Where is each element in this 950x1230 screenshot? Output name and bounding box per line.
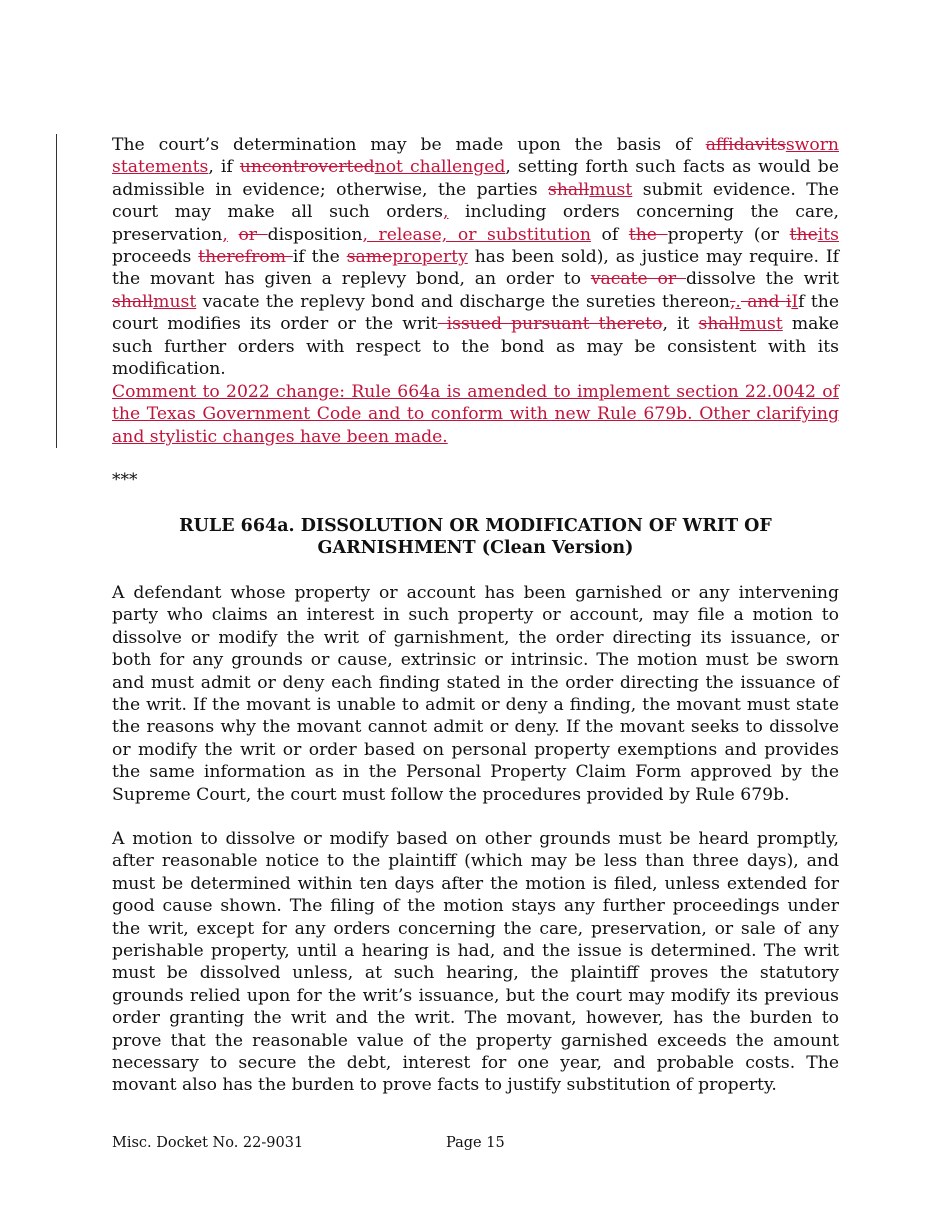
comment-paragraph (112, 381, 839, 448)
inserted-text: . (735, 291, 741, 312)
paragraph-text: of (590, 224, 629, 245)
revision-change-bar (56, 134, 57, 448)
paragraph-text: proceeds (112, 247, 199, 268)
footer-docket-number: Misc. Docket No. 22-9031 (112, 1135, 304, 1151)
paragraph-text: submit evidence. The court may make all such orders (112, 179, 839, 223)
deleted-text: shall (548, 179, 590, 200)
paragraph-text: make such further orders with respect to the bond as may be consistent with its modification. (112, 314, 839, 380)
paragraph-text: f the court modifies its order or the writ (112, 291, 839, 335)
inserted-text: , (443, 202, 449, 223)
inserted-text: must (739, 314, 783, 335)
paragraph-text: disposition (267, 224, 363, 245)
comment-text: Comment to 2022 change: Rule 664a is amended to implement section 22.0042 of the Texas Government Code and to conform with new Rule 679b. Other clarifying and stylistic changes have been made. (112, 382, 839, 447)
inserted-text: must (589, 179, 633, 200)
inserted-text: its (817, 224, 839, 245)
deleted-text: same (346, 247, 393, 268)
paragraph-text: , if (208, 157, 240, 178)
paragraph-text: , setting forth such facts as would be admissible in evidence; otherwise, the parties (112, 157, 839, 200)
inserted-text: , release, or substitution (362, 224, 591, 245)
inserted-text: not challenged (374, 157, 506, 178)
deleted-text: and (740, 291, 786, 312)
deleted-text: therefrom (198, 247, 293, 268)
paragraph-text: if the (292, 247, 347, 268)
deleted-text: shall (112, 291, 154, 312)
inserted-text: property (392, 247, 468, 268)
deleted-text: i (785, 291, 792, 312)
inserted-text: must (153, 291, 197, 312)
footer-page-number: Page 15 (446, 1135, 505, 1151)
deleted-text: the (789, 224, 818, 245)
section-separator: *** (112, 470, 138, 490)
deleted-text: or (238, 224, 268, 245)
inserted-text: I (791, 291, 799, 312)
inserted-text: sworn statements (112, 135, 839, 178)
clean-paragraph-2: A motion to dissolve or modify based on other grounds must be heard promptly, after reasonable notice to the plaintiff (which may be less than three days), and must be determined within ten days after the motion is filed, unless extended for good cause shown. The filing of the motion stays any further proceedings under the writ, except for any orders concerning the care, preservation, or sale of any perishable property, until a hearing is had, and the issue is determined. The writ must be dissolved unless, at such hearing, the plaintiff proves the statutory grounds relied upon for the writ’s issuance, but the court may modify its previous order granting the writ and the writ. The movant, however, has the burden to prove that the reasonable value of the property garnished exceeds the amount necessary to secure the debt, interest for one year, and probable costs. The movant also has the burden to prove facts to justify substitution of property. (112, 829, 839, 1096)
deleted-text: shall (698, 314, 740, 335)
paragraph-text: The court’s determination may be made upon the basis of (112, 135, 706, 155)
paragraph-text: has been sold), as justice may require. If the movant has given a replevy bond, an order to (112, 247, 839, 290)
inserted-text: , (222, 224, 228, 245)
paragraph-text: vacate the replevy bond and discharge the sureties thereon (196, 291, 730, 312)
deleted-text: affidavits (705, 135, 786, 155)
paragraph-text: including orders concerning the care, preservation (112, 202, 839, 245)
clean-paragraph-1: A defendant whose property or account has been garnished or any intervening party who claims an interest in such property or account, may file a motion to dissolve or modify the writ of garnishment, the order directing its issuance, or both for any grounds or cause, extrinsic or intrinsic. The motion must be sworn and must admit or deny each finding stated in the order directing the issuance of the writ. If the movant is unable to admit or deny a finding, the movant must state the reasons why the movant cannot admit or deny. If the movant seeks to dissolve or modify the writ or order based on personal property exemptions and provides the same information as in the Personal Property Claim Form approved by the Supreme Court, the court must follow the procedures provided by Rule 679b. (112, 583, 839, 805)
paragraph-text (228, 225, 239, 245)
paragraph-text: , it (662, 314, 699, 335)
paragraph-text: dissolve the writ (685, 269, 839, 290)
deleted-text: the (628, 224, 668, 245)
deleted-text: , (729, 291, 736, 312)
rule-heading: RULE 664a. DISSOLUTION OR MODIFICATION OF WRIT OF GARNISHMENT (Clean Version) (179, 516, 772, 559)
paragraph-text: property (or (667, 224, 790, 245)
redline-paragraph (112, 134, 839, 380)
deleted-text: vacate or (590, 269, 686, 290)
deleted-text: uncontroverted (239, 157, 375, 178)
deleted-text: issued pursuant thereto (437, 314, 663, 335)
